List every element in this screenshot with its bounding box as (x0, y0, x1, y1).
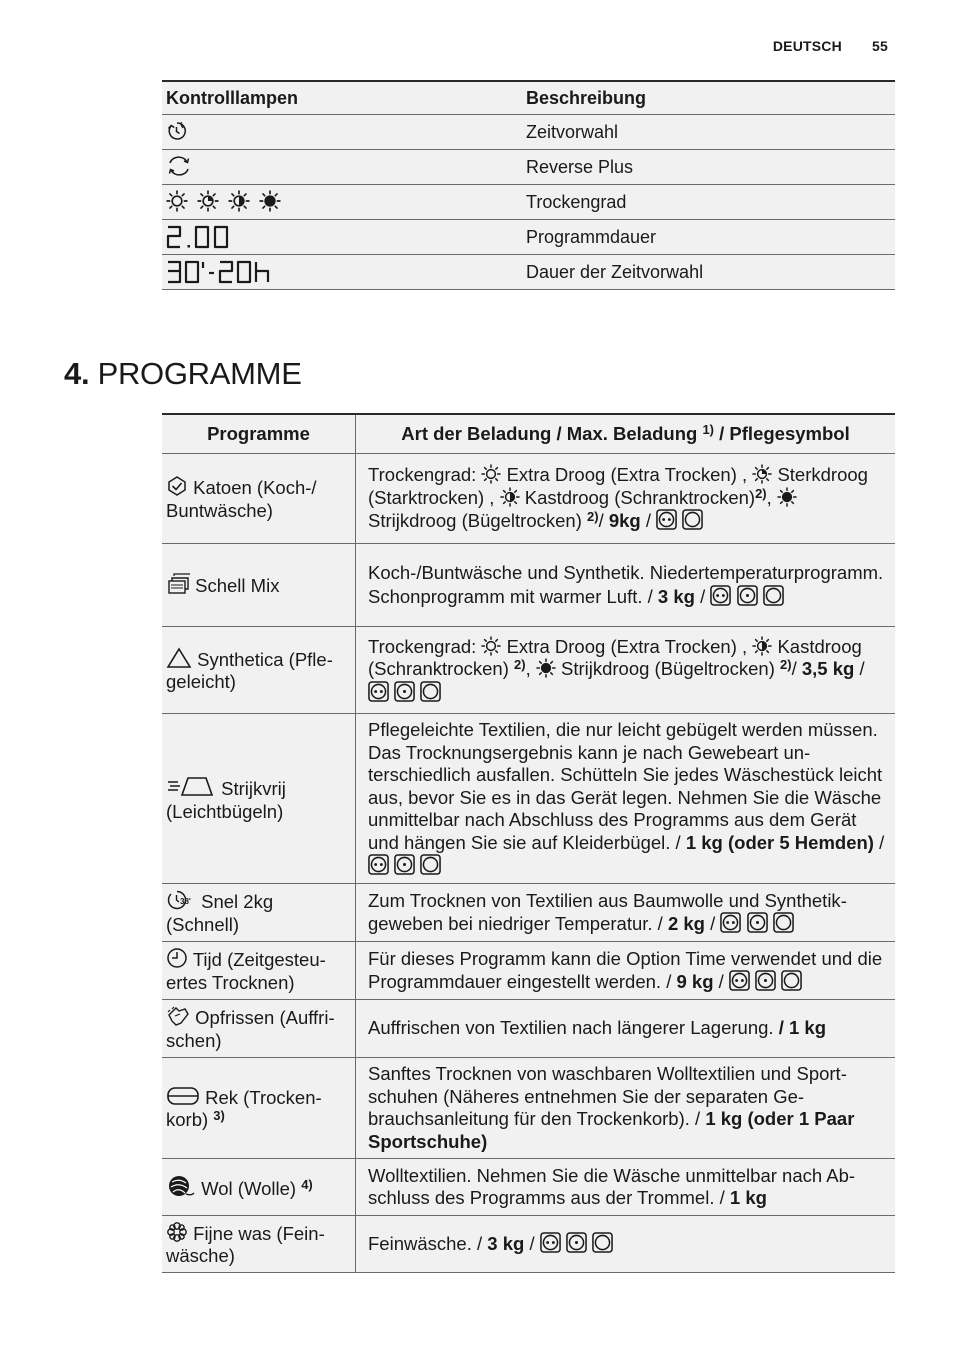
table-row (162, 1000, 895, 1058)
table-row (162, 220, 895, 255)
dryness-iron-dry-icon (259, 190, 281, 212)
tumble-dry-icon (773, 912, 794, 933)
easy-iron-icon (166, 774, 216, 798)
max-load: 9 kg (676, 971, 714, 992)
max-load: 2 kg (667, 913, 705, 934)
program-name: Strijkvrij (Leichtbügeln) (166, 778, 286, 822)
table-row (162, 454, 895, 544)
page-number: 55 (872, 38, 888, 54)
tumble-dry-icon (420, 681, 441, 702)
program-description: Sanftes Trocknen von waschbaren Wolltextilien und Sportschuhen (Näheres entnehmen Sie der separaten Gebrauchsanleitung für den Trockenkorb). / 1 kg (oder 1 Paar Sportschuhe) (356, 1058, 896, 1159)
table-row (162, 150, 895, 185)
table-row (162, 714, 895, 884)
tumble-dry-normal-icon (368, 854, 389, 875)
tumble-dry-normal-icon (710, 585, 731, 606)
tumble-dry-icon (763, 585, 784, 606)
program-name-cell (162, 714, 356, 884)
program-name: Schell Mix (195, 574, 280, 596)
dryness-extra-dry-icon (481, 464, 501, 484)
dryness-cupboard-dry-icon (752, 636, 772, 656)
header-indicator-lamps: Kontrolllampen (162, 81, 522, 115)
tumble-dry-low-icon (566, 1232, 587, 1253)
max-load: / 1 kg (778, 1017, 827, 1039)
program-description: Pflegeleichte Textilien, die nur leicht gebügelt werden müssen. Das Trocknungsergebnis kann je nach Gewebeart unterschiedlich ausfallen. Schütteln Sie jedes Wäschestück leicht aus, bevor Sie es in das Gerät legen. Nehmen Sie die Wäsche unmittelbar nach Abschluss des Programms aus dem Gerät und hängen Sie sie auf Kleiderbügel. / 1 kg (oder 5 Hemden) / (356, 714, 896, 884)
max-load: 3,5 kg (801, 658, 855, 680)
max-load: 3 kg (487, 1233, 525, 1255)
program-description: Zum Trocknen von Textilien aus Baumwolle und Synthetikgeweben bei niedriger Temperatur. / 2 kg / (356, 884, 896, 942)
delay-timer-icon (166, 120, 188, 142)
program-name-cell (162, 1216, 356, 1273)
max-load: 1 kg (oder 1 Paar Sportschuhe) (368, 1108, 855, 1152)
program-name: Snel 2kg (Schnell) (166, 891, 274, 935)
program-duration-display (166, 224, 232, 250)
program-name-cell (162, 454, 356, 544)
tumble-dry-normal-icon (720, 912, 741, 933)
lamp-icon-cell (162, 150, 522, 185)
lamp-description: Reverse Plus (522, 150, 895, 185)
wool-icon (166, 1174, 196, 1198)
tumble-dry-normal-icon (368, 681, 389, 702)
program-description: Koch-/Buntwäsche und Synthetik. Niedertemperaturprogramm. Schonprogramm mit warmer Luft. / 3 kg / (356, 544, 896, 627)
quick-mix-icon (166, 573, 190, 595)
header-language: DEUTSCH (772, 38, 842, 54)
dryness-iron-dry-icon (777, 487, 797, 507)
table-row (162, 255, 895, 290)
tumble-dry-icon (781, 970, 802, 991)
dryness-strong-dry-icon (752, 464, 772, 484)
dryness-cupboard-dry-icon (228, 190, 250, 212)
program-name-cell (162, 1000, 356, 1058)
time-icon (166, 947, 188, 969)
indicator-lamps-table (162, 80, 895, 290)
lamp-display-cell (162, 220, 522, 255)
program-name: Fijne was (Feinwäsche) (166, 1222, 325, 1266)
page-header (773, 38, 888, 54)
max-load: 1 kg (oder 5 Hemden) (685, 831, 874, 853)
delicates-icon (166, 1221, 188, 1243)
table-row (162, 884, 895, 942)
synthetics-icon (166, 647, 192, 669)
table-row (162, 627, 895, 714)
section-number: 4. (64, 356, 90, 391)
dryness-iron-dry-icon (536, 658, 556, 678)
refresh-icon (166, 1005, 190, 1027)
lamp-display-cell (162, 255, 522, 290)
program-name-cell (162, 544, 356, 627)
max-load: 9kg (608, 510, 641, 532)
section-name: PROGRAMME (97, 356, 302, 391)
lamp-description: Zeitvorwahl (522, 115, 895, 150)
header-programs: Programme (162, 414, 356, 454)
tumble-dry-low-icon (394, 681, 415, 702)
delay-duration-display (166, 259, 290, 285)
program-name-cell (162, 627, 356, 714)
program-description: Feinwäsche. / 3 kg / (356, 1216, 896, 1273)
tumble-dry-normal-icon (540, 1232, 561, 1253)
program-description: Trockengrad: Extra Droog (Extra Trocken) , Sterkdroog (Starktrocken) , Kastdroog (Schranktrocken)$^{2)}$, Strijkdroog (Bügeltrocken) $^{2)}$/ 9kg / (356, 454, 896, 544)
cotton-icon (166, 475, 188, 497)
tumble-dry-low-icon (755, 970, 776, 991)
program-name: Wol (Wolle) (201, 1177, 297, 1199)
table-row (162, 1216, 895, 1273)
rack-icon (166, 1085, 200, 1107)
programs-table (162, 413, 895, 1273)
program-name: Rek (Trockenkorb) (166, 1086, 322, 1130)
lamp-description: Dauer der Zeitvorwahl (522, 255, 895, 290)
max-load: 1 kg (729, 1187, 767, 1208)
program-description: Für dieses Programm kann die Option Time verwendet und die Programmdauer eingestellt werden. / 9 kg / (356, 942, 896, 1000)
tumble-dry-normal-icon (656, 509, 677, 530)
header-description: Beschreibung (522, 81, 895, 115)
tumble-dry-icon (420, 854, 441, 875)
tumble-dry-normal-icon (729, 970, 750, 991)
program-description: Wolltextilien. Nehmen Sie die Wäsche unmittelbar nach Abschluss des Programms aus der Trommel. / 1 kg (356, 1159, 896, 1216)
tumble-dry-low-icon (737, 585, 758, 606)
program-name-cell: Rek (Trockenkorb) $^{3)}$ (162, 1058, 356, 1159)
program-name: Synthetica (Pflegeleicht) (166, 648, 333, 692)
program-name: Katoen (Koch-/ Buntwäsche) (166, 477, 317, 521)
lamp-description: Programmdauer (522, 220, 895, 255)
table-row (162, 942, 895, 1000)
program-name: Opfrissen (Auffrischen) (166, 1007, 335, 1051)
tumble-dry-low-icon (747, 912, 768, 933)
program-name-cell: Wol (Wolle) $^{4)}$ (162, 1159, 356, 1216)
dryness-extra-dry-icon (481, 636, 501, 656)
dryness-extra-dry-icon (166, 190, 188, 212)
program-name-cell (162, 942, 356, 1000)
lamp-description: Trockengrad (522, 185, 895, 220)
table-header-row (162, 81, 895, 115)
max-load: 3 kg (657, 585, 695, 607)
table-row (162, 1058, 895, 1159)
program-name-cell (162, 884, 356, 942)
dryness-strong-dry-icon (197, 190, 219, 212)
table-row (162, 544, 895, 627)
dryness-cupboard-dry-icon (500, 487, 520, 507)
program-description: Trockengrad: Extra Droog (Extra Trocken) , Kastdroog (Schranktrocken) $^{2)}$, Strijkdroog (Bügeltrocken) $^{2)}$/ 3,5 kg / (356, 627, 896, 714)
tumble-dry-icon (682, 509, 703, 530)
tumble-dry-icon (592, 1232, 613, 1253)
table-row (162, 115, 895, 150)
tumble-dry-low-icon (394, 854, 415, 875)
svg-text:38': 38' (180, 897, 191, 906)
table-row (162, 185, 895, 220)
lamp-icon-cell (162, 115, 522, 150)
reverse-plus-icon (166, 155, 192, 177)
program-description: Auffrischen von Textilien nach längerer Lagerung. / 1 kg (356, 1000, 896, 1058)
quick-2kg-icon (166, 889, 196, 911)
program-name: Tijd (Zeitgesteuertes Trocknen) (166, 949, 326, 993)
section-title (64, 356, 302, 392)
header-load: Art der Beladung / Max. Beladung $^{1)}$ / Pflegesymbol (356, 414, 896, 454)
table-row (162, 1159, 895, 1216)
dryness-level-icons (162, 185, 522, 220)
table-header-row (162, 414, 895, 454)
